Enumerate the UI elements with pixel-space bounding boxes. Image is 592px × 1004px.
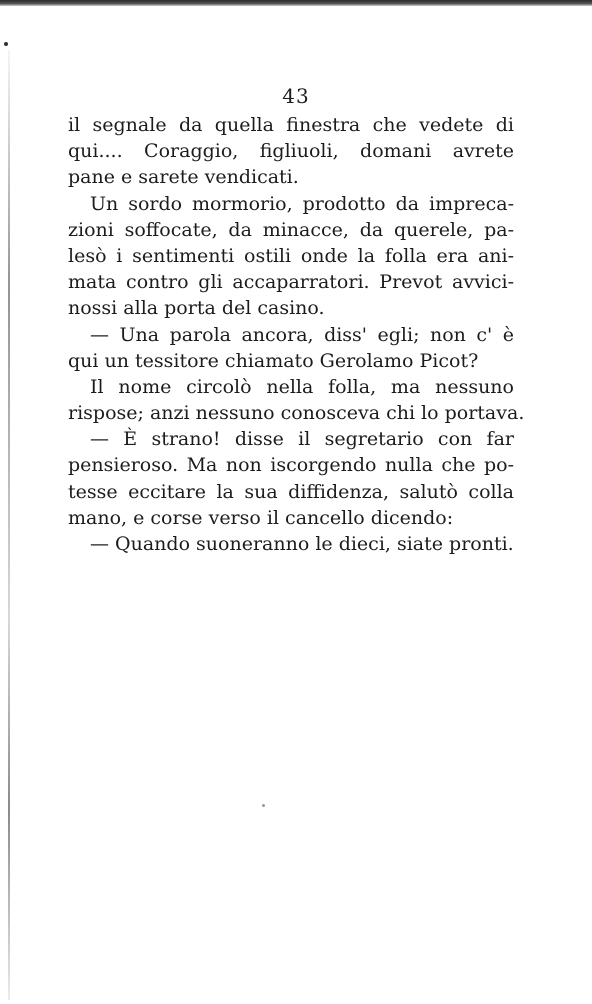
text-line: — Una parola ancora, diss' egli; non c' è	[90, 323, 514, 346]
text-line: rispose; anzi nessuno conosceva chi lo portava.	[68, 402, 525, 425]
text-line: qui un tessitore chiamato Gerolamo Picot?	[68, 349, 479, 372]
text-line: — È strano! disse il segretario con far	[90, 428, 514, 451]
top-edge-rule	[0, 0, 592, 6]
margin-mark	[4, 42, 8, 46]
text-line: pensieroso. Ma non iscorgendo nulla che po-	[68, 454, 514, 477]
paper-speck	[262, 804, 265, 807]
text-line: tesse eccitare la sua diffidenza, salutò colla	[68, 480, 514, 503]
text-line: pane e sarete vendicati.	[68, 166, 299, 189]
text-line: mata contro gli accaparratori. Prevot avvici-	[68, 271, 514, 294]
page-binding-edge	[8, 50, 10, 1000]
page-text	[68, 112, 525, 557]
text-line: — Quando suoneranno le dieci, siate pronti.	[90, 533, 514, 555]
text-line: nossi alla porta del casino.	[68, 297, 325, 320]
text-line: Il nome circolò nella folla, ma nessuno	[90, 375, 514, 398]
text-line: lesò i sentimenti ostili onde la folla era ani-	[68, 244, 514, 267]
page-number: 43	[282, 84, 310, 108]
text-line: mano, e corse verso il cancello dicendo:	[68, 506, 454, 529]
text-line: il segnale da quella finestra che vedete di	[68, 114, 514, 136]
text-line: Un sordo mormorio, prodotto da impreca-	[90, 192, 514, 215]
text-line: zioni soffocate, da minacce, da querele, pa-	[68, 218, 514, 241]
text-line: qui.... Coraggio, figliuoli, domani avrete	[68, 140, 514, 163]
